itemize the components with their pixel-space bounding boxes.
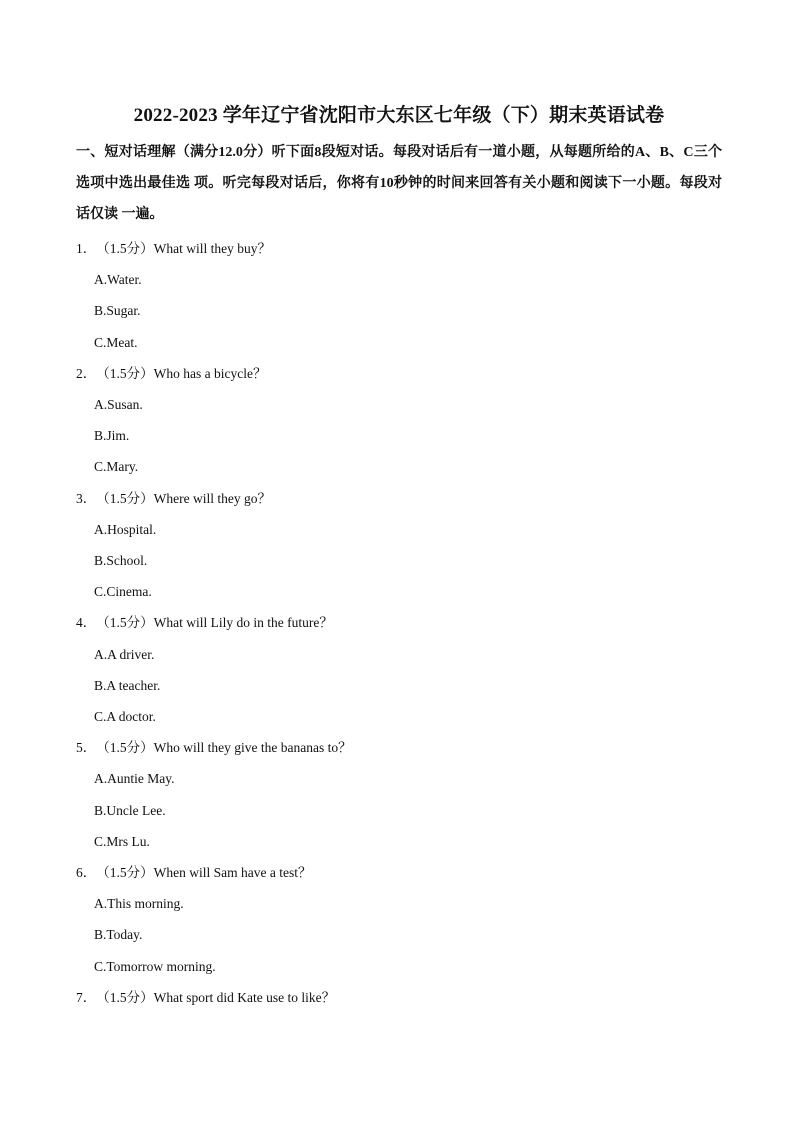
question-line	[76, 607, 722, 638]
question-item	[76, 483, 722, 608]
question-number: 2．	[76, 365, 97, 381]
answer-option: A.Auntie May.	[94, 771, 175, 787]
question-text: Who will they give the bananas to？	[153, 740, 352, 756]
question-score: （1.5分）	[96, 241, 154, 256]
question-line	[76, 857, 722, 888]
question-number: 7．	[76, 989, 97, 1005]
answer-option: A.A driver.	[94, 646, 155, 662]
question-number: 6．	[76, 865, 97, 881]
question-line	[76, 982, 722, 1013]
section-heading: 一、短对话理解（满分12.0分）听下面8段短对话。每段对话后有一道小题，从每题所给的A、B、C三个选项中选出最佳选 项。听完每段对话后，你将有10秒钟的时间来回答有关小题和阅读下一小题。每段对话仅读 一遍。	[76, 145, 722, 222]
answer-option: C.Mrs Lu.	[94, 833, 150, 849]
question-score: （1.5分）	[96, 365, 154, 381]
question-score: （1.5分）	[96, 989, 154, 1005]
question-text: When will Sam have a test？	[153, 865, 312, 881]
answer-option: B.Jim.	[94, 428, 130, 444]
answer-option: A.Water.	[94, 272, 142, 288]
answer-option: B.Sugar.	[94, 303, 141, 319]
answer-option: B.Today.	[94, 927, 143, 943]
question-line	[76, 233, 722, 264]
answer-option: A.Susan.	[94, 397, 143, 413]
question-line	[76, 732, 722, 763]
answer-option: B.Uncle Lee.	[94, 802, 166, 818]
question-score: （1.5分）	[96, 740, 154, 756]
answer-option: C.Meat.	[94, 334, 138, 350]
question-item	[76, 982, 722, 1013]
answer-option: A.This morning.	[94, 896, 184, 912]
question-number: 4．	[76, 615, 97, 631]
page-title: 2022-2023 学年辽宁省沈阳市大东区七年级（下）期末英语试卷	[133, 105, 665, 126]
question-text: Who has a bicycle？	[153, 365, 267, 381]
question-item	[76, 607, 722, 732]
answer-option: A.Hospital.	[94, 521, 157, 537]
question-list	[76, 233, 722, 1013]
answer-option: C.Tomorrow morning.	[94, 958, 216, 974]
answer-option: B.School.	[94, 553, 148, 569]
question-item	[76, 857, 722, 982]
answer-option: C.Mary.	[94, 459, 139, 475]
question-text: What will they buy？	[153, 241, 271, 256]
question-text: Where will they go？	[153, 490, 271, 506]
answer-option: B.A teacher.	[94, 677, 161, 693]
question-item	[76, 732, 722, 857]
question-score: （1.5分）	[96, 615, 154, 631]
question-text: What sport did Kate use to like？	[153, 989, 336, 1005]
question-item	[76, 358, 722, 483]
question-score: （1.5分）	[96, 490, 154, 506]
question-number: 3．	[76, 490, 97, 506]
question-number: 5．	[76, 740, 97, 756]
question-number: 1．	[76, 241, 97, 256]
question-score: （1.5分）	[96, 865, 154, 881]
question-line	[76, 358, 722, 389]
question-text: What will Lily do in the future？	[153, 615, 333, 631]
question-line	[76, 483, 722, 514]
question-item	[76, 233, 722, 358]
answer-option: C.Cinema.	[94, 584, 152, 600]
answer-option: C.A doctor.	[94, 709, 156, 725]
